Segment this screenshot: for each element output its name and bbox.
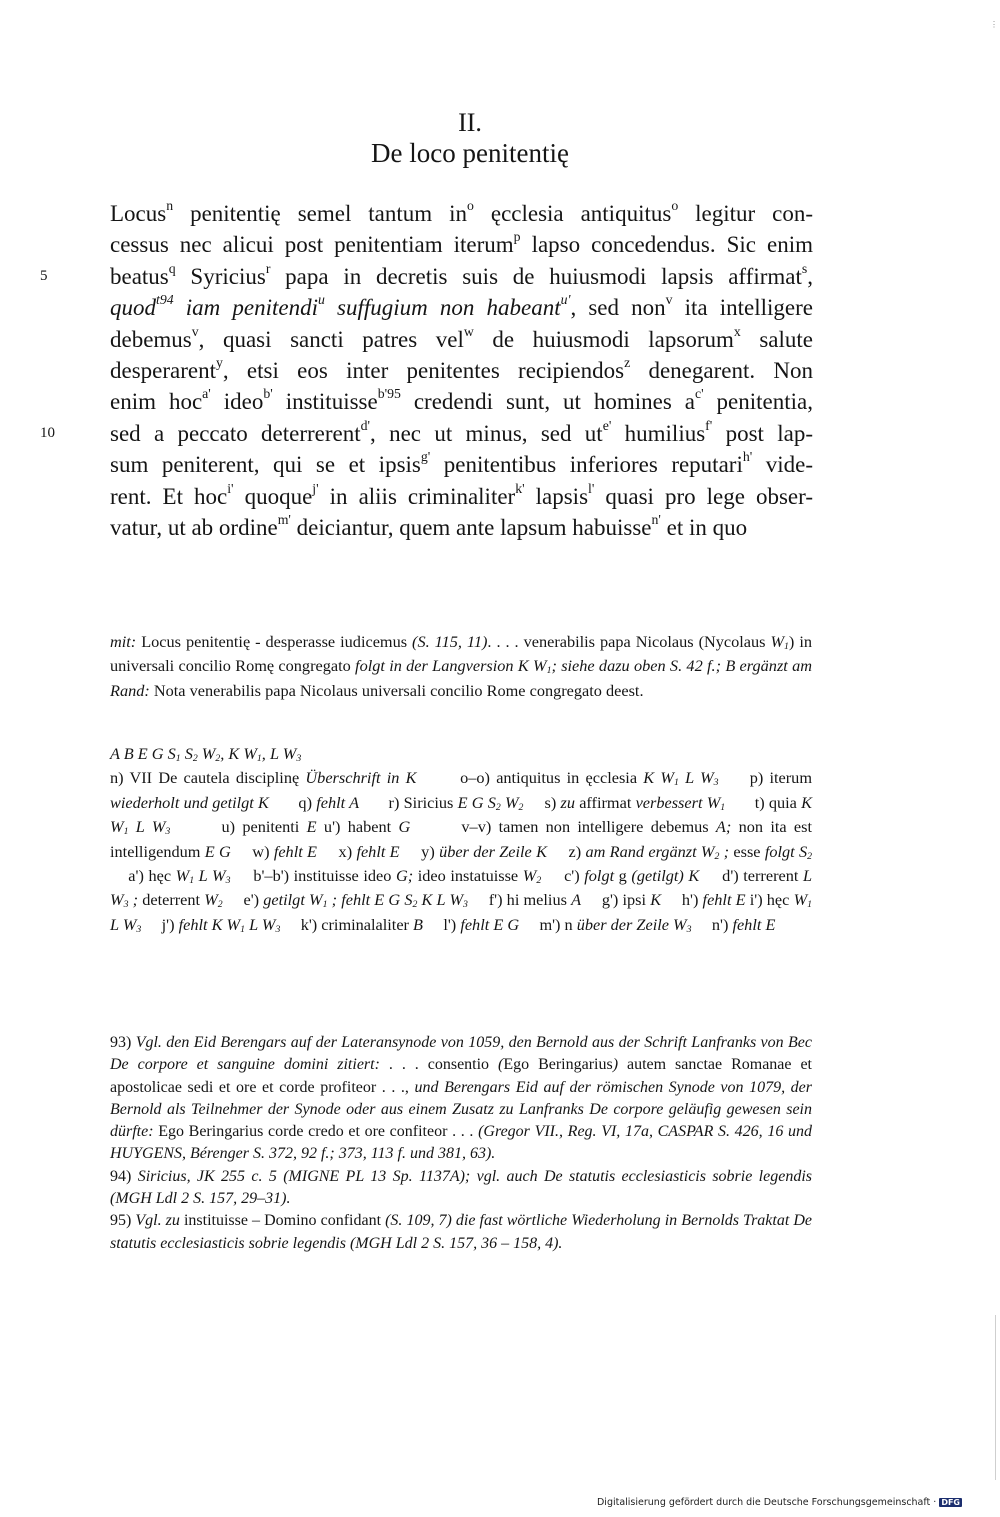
section-title: De loco penitentię <box>371 138 569 168</box>
digitization-credit <box>597 1497 962 1508</box>
note-text: Locus penitentię - desperasse iudicemus <box>141 632 408 651</box>
critical-apparatus <box>110 742 812 937</box>
text-line: sum peniterent, qui se et ipsis$^{g'}$ penitentibus inferiores reputari$^{h'}$ vide- <box>110 449 813 478</box>
footnote-94: 94) Siricius, JK 255 c. 5 (MIGNE PL 13 Sp. 1137A); vgl. auch De statutis ecclesiasticis sobrie legendis (MGH Ldl 2 S. 157, 29–31). <box>110 1167 812 1208</box>
text-line: 10 sed a peccato deterrerent$^{d'}$, nec ut minus, sed $ut^{e'}$ humilius$^{f'}$ post lap- <box>110 418 813 449</box>
text-line: vatur, ut ab ordine$^{m'}$ deiciantur, quem ante lapsum habuisse$^{n'}$ et in quo <box>110 511 748 540</box>
text-line: Locus$^n$ penitentię semel tantum $in^o$ ęcclesia antiquitus$^o$ legitur con- <box>110 197 814 226</box>
footnote-95: 95) Vgl. zu instituisse – Domino confidant (S. 109, 7) die fast wörtliche Wiederholung in Bernolds Traktat De statutis ecclesiasticis sobrie legendis (MGH Ldl 2 S. 157, 36 – 158, 4). <box>110 1212 813 1252</box>
note-comment: folgt in der Langversion K $W_1$; <box>355 656 557 677</box>
text-line: desperarent$^y$, etsi eos inter penitentes recipiendos$^z$ denegarent. Non <box>110 354 813 383</box>
note-text: (Nycolaus <box>698 632 766 651</box>
scan-edge-rule <box>995 1315 996 1480</box>
line-number: 5 <box>40 267 48 284</box>
text-line: enim hoc$^{a'}$ ideo$^{b'}$ instituisse$^{b'95}$ credendi sunt, ut homines $a^{c'}$ penitentia, <box>110 386 813 415</box>
note-text: . . . . venerabilis papa Nicolaus <box>487 632 694 651</box>
note-siglum: $W_1$ <box>770 632 789 652</box>
note-text: ) <box>788 632 795 651</box>
text-line: debemus$^v$, quasi sancti patres vel$^w$ de huiusmodi lapsorum$^x$ salute <box>110 323 813 352</box>
note-text: in universali concilio Romę congregato <box>110 632 812 676</box>
note-text: Nota venerabilis papa Nicolaus universali <box>153 680 427 700</box>
credit-text: Digitalisierung gefördert durch die Deutsche Forschungsgemeinschaft · <box>596 1497 937 1508</box>
scan-edge-mark: ⋮ <box>990 20 998 29</box>
main-text <box>40 197 814 543</box>
section-number: II. <box>458 108 482 137</box>
line-number: 10 <box>40 424 55 441</box>
text-line: rent. Et hoc$^{i'}$ quoque$^{j'}$ in aliis criminaliter$^{k'}$ lapsis$^{l'}$ quasi pro lege obser- <box>110 480 814 509</box>
text-line: cessus nec alicui post penitentiam iterum$^p$ lapso concedendus. Sic enim <box>110 229 813 258</box>
footnotes <box>110 1032 812 1255</box>
text-line: quod$^{t94}$ iam penitendi$^u$ suffugium non habeant$^{u'}$, sed non$^v$ ita intelligere <box>110 292 813 321</box>
note-lead: mit: <box>110 632 137 651</box>
footnote-93: 93) Vgl. den Eid Berengars auf der Lateransynode von 1059, den Bernold aus der Schrift Lanfranks von Bec De corpore et sanguine domini zitiert: . . . consentio (Ego Beringarius) autem sanctae Romanae et apostolicae sedi et ore et corde profiteor . . ., und Berengars Eid auf der römischen Synode von 1079, der Bernold als Teilnehmer der Synode oder aus einem Zusatz zu Lanfranks De corpore geläufig gewesen sein dürfte: Ego Beringarius corde credo et ore confiteor . . . (Gregor VII., Reg. VI, 17a, CASPAR S. 426, 16 und HUYGENS, Bérenger S. 372, 92 f.; 373, 113 f. und 381, 63). <box>110 1034 813 1163</box>
dfg-logo-icon: DFG <box>941 1498 960 1507</box>
apparatus-sigla: A B E G $S_1$ $S_2$ $W_2$, K $W_1$, L $W_3$ <box>110 744 302 764</box>
apparatus-entries: n) VII De cautela disciplinę Überschrift in K o–o) antiquitus in ęcclesia K $W_1$ L $W_3$ p) iterum wiederholt und getilgt K q) fehlt A r) Siricius E G $S_2$ $W_2$ s) zu affirmat verbessert $W_1$ t) quia K $W_1$ L $W_3$ u) penitenti E u') habent G v–v) tamen non intelligere debemus A; non ita est intelligendum E G w) fehlt E x) fehlt E y) über der Zeile K z) am Rand ergänzt $W_2$ ; esse folgt $S_2$ a') hęc $W_1$ L $W_3$ b'–b') instituisse ideo G; ideo instatuisse $W_2$ c') folgt g (getilgt) K d') terrerent L $W_3$ ; deterrent $W_2$ e') getilgt $W_1$ ; fehlt E G $S_2$ K L $W_3$ f') hi melius A g') ipsi K h') fehlt E i') hęc $W_1$ L $W_3$ j') fehlt K $W_1$ L $W_3$ k') criminalaliter B l') fehlt E G m') n über der Zeile $W_3$ n') fehlt E <box>110 768 813 935</box>
margin-note <box>110 630 812 703</box>
note-ref: (S. 115, 11) <box>412 632 488 651</box>
note-text: concilio Rome congregato deest. <box>430 680 644 700</box>
note-comment: siehe dazu oben S. 42 f.; B ergänzt am Rand: <box>110 656 812 700</box>
text-line: 5 beatus$^q$ Syricius$^r$ papa in decretis suis de huiusmodi lapsis affirmat$^s$, <box>110 261 813 292</box>
